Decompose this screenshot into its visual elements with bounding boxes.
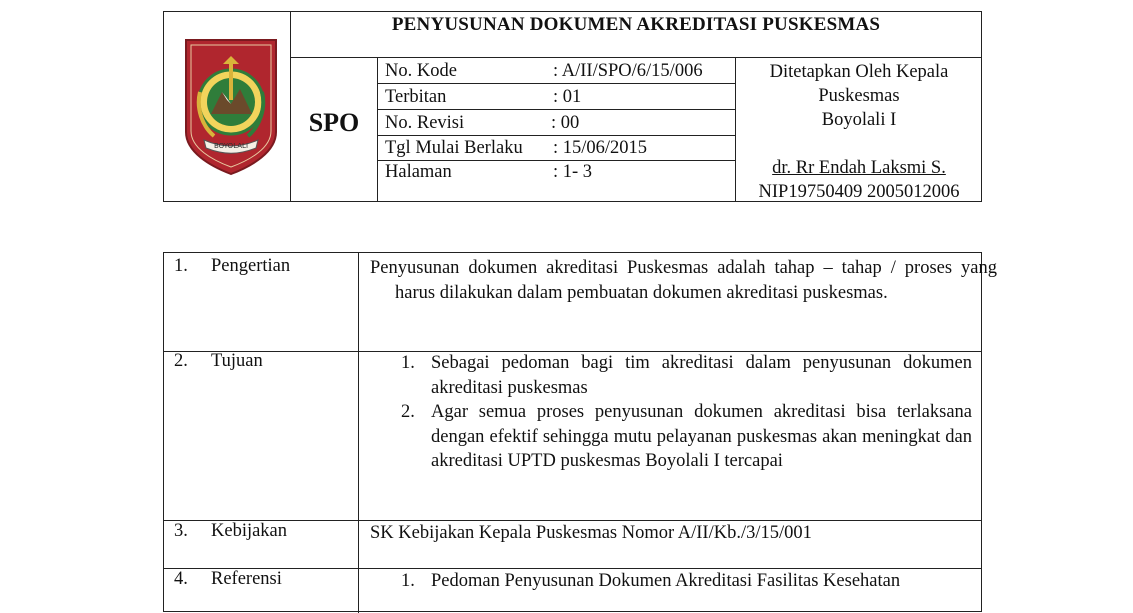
list-number: 1. [401,571,415,591]
section-number: 2. [174,351,188,371]
list-item [370,569,972,594]
meta-label: Halaman [385,162,452,182]
meta-value: : 15/06/2015 [553,138,648,158]
approval-line: Ditetapkan Oleh Kepala [769,62,949,82]
list-number: 1. [401,353,415,373]
list-item [370,400,972,474]
boyolali-emblem-icon [182,34,280,176]
meta-label: Terbitan [385,87,447,107]
divider [290,57,981,58]
meta-value: : 1- 3 [553,162,593,182]
meta-value: : 01 [553,87,582,107]
divider [290,12,291,201]
list-text: Sebagai pedoman bagi tim akreditasi dalam penyusunan dokumen akreditasi puskesmas [431,353,972,398]
list-number: 2. [401,402,415,422]
section-title: Pengertian [211,256,291,276]
section-number: 4. [174,569,188,589]
document-title: PENYUSUNAN DOKUMEN AKREDITASI PUSKESMAS [391,14,881,35]
section-title: Kebijakan [211,521,288,541]
divider [377,109,735,110]
procedure-table [163,252,997,612]
list-item [370,351,972,400]
document-header [163,11,982,202]
section-number: 1. [174,256,188,276]
list-text: Pedoman Penyusunan Dokumen Akreditasi Fasilitas Kesehatan [431,571,901,591]
section-text: Penyusunan dokumen akreditasi Puskesmas adalah tahap – tahap / proses yang harus dilakukan dalam pembuatan dokumen akreditasi puskesmas. [370,258,997,303]
svg-text:BOYOLALI: BOYOLALI [213,142,249,150]
spo-label: SPO [308,108,360,137]
objective-list [370,351,972,474]
section-title: Referensi [211,569,282,589]
approval-line: Boyolali I [821,110,897,130]
meta-value: : 00 [551,113,580,133]
divider [377,160,735,161]
list-text: Agar semua proses penyusunan dokumen akreditasi bisa terlaksana dengan efektif sehingga mutu pelayanan puskesmas akan meningkat dan akreditasi UPTD puskesmas Boyolali I tercapai [431,402,972,471]
meta-label: No. Revisi [385,113,465,133]
meta-value: : A/II/SPO/6/15/006 [553,61,703,81]
divider [358,253,359,613]
signatory-nip: NIP19750409 2005012006 [758,182,960,202]
divider [377,83,735,84]
section-text: SK Kebijakan Kepala Puskesmas Nomor A/II/Kb./3/15/001 [370,523,812,543]
divider [377,57,378,201]
reference-list [370,569,972,594]
meta-label: Tgl Mulai Berlaku [385,138,523,158]
divider [377,135,735,136]
approval-block [736,60,982,204]
regency-logo [182,34,280,176]
approval-line: Puskesmas [818,86,900,106]
section-title: Tujuan [211,351,263,371]
signatory-name: dr. Rr Endah Laksmi S. [772,158,946,178]
meta-label: No. Kode [385,61,457,81]
section-number: 3. [174,521,188,541]
